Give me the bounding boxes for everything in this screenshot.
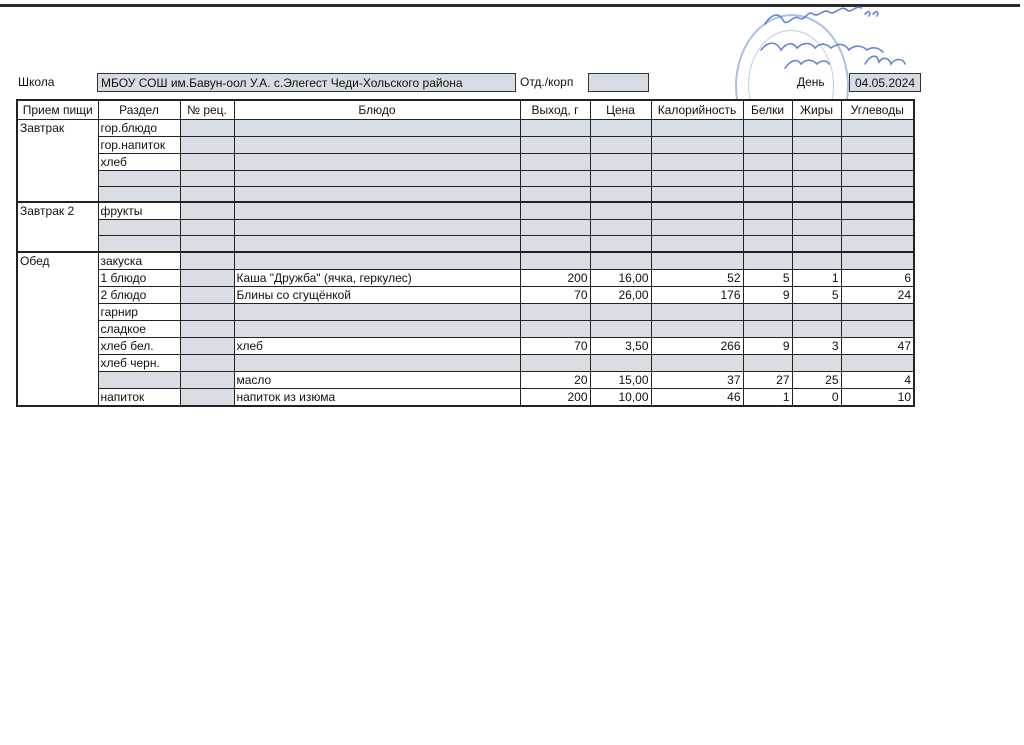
dish-cell — [234, 186, 520, 202]
protein-cell — [743, 202, 792, 220]
dish-cell — [234, 119, 520, 136]
calories-cell: 37 — [651, 371, 743, 388]
price-cell — [590, 220, 651, 236]
protein-cell: 1 — [743, 388, 792, 406]
section-cell: фрукты — [98, 202, 180, 220]
price-cell — [590, 136, 651, 153]
calories-cell — [651, 186, 743, 202]
section-cell: гор.напиток — [98, 136, 180, 153]
fat-cell — [792, 186, 841, 202]
col-header-meal: Прием пищи — [17, 100, 98, 119]
recipe-cell — [180, 136, 234, 153]
price-cell — [590, 119, 651, 136]
protein-cell: 9 — [743, 286, 792, 303]
recipe-cell — [180, 186, 234, 202]
price-cell — [590, 202, 651, 220]
table-row — [17, 354, 914, 371]
col-header-recipe: № рец. — [180, 100, 234, 119]
dish-cell — [234, 220, 520, 236]
protein-cell — [743, 320, 792, 337]
protein-cell — [743, 136, 792, 153]
section-cell: гарнир — [98, 303, 180, 320]
output-cell: 20 — [520, 371, 590, 388]
recipe-cell — [180, 303, 234, 320]
carbs-cell — [841, 236, 914, 252]
table-row — [17, 170, 914, 186]
recipe-cell — [180, 337, 234, 354]
output-cell: 200 — [520, 269, 590, 286]
section-cell: хлеб — [98, 153, 180, 170]
carbs-cell: 6 — [841, 269, 914, 286]
col-header-calories: Калорийность — [651, 100, 743, 119]
calories-cell: 266 — [651, 337, 743, 354]
carbs-cell: 10 — [841, 388, 914, 406]
section-cell — [98, 170, 180, 186]
table-row — [17, 320, 914, 337]
table-row — [17, 269, 914, 286]
section-cell: напиток — [98, 388, 180, 406]
output-cell — [520, 320, 590, 337]
col-header-carbs: Углеводы — [841, 100, 914, 119]
meal-cell: Завтрак — [17, 119, 98, 202]
dish-cell — [234, 354, 520, 371]
price-cell — [590, 303, 651, 320]
carbs-cell — [841, 354, 914, 371]
output-cell — [520, 119, 590, 136]
fat-cell: 25 — [792, 371, 841, 388]
protein-cell — [743, 252, 792, 270]
recipe-cell — [180, 202, 234, 220]
dish-cell: хлеб — [234, 337, 520, 354]
col-header-fat: Жиры — [792, 100, 841, 119]
recipe-cell — [180, 252, 234, 270]
carbs-cell — [841, 320, 914, 337]
recipe-cell — [180, 388, 234, 406]
calories-cell — [651, 170, 743, 186]
calories-cell — [651, 236, 743, 252]
price-cell — [590, 186, 651, 202]
fat-cell — [792, 136, 841, 153]
menu-table — [16, 99, 915, 407]
price-cell — [590, 354, 651, 371]
protein-cell: 9 — [743, 337, 792, 354]
section-cell: хлеб бел. — [98, 337, 180, 354]
protein-cell: 5 — [743, 269, 792, 286]
output-cell — [520, 136, 590, 153]
output-cell — [520, 236, 590, 252]
handwritten-approval-signature — [745, 2, 955, 72]
calories-cell — [651, 303, 743, 320]
section-cell: закуска — [98, 252, 180, 270]
price-cell — [590, 236, 651, 252]
calories-cell — [651, 220, 743, 236]
carbs-cell — [841, 252, 914, 270]
section-cell — [98, 371, 180, 388]
calories-cell — [651, 354, 743, 371]
col-header-dish: Блюдо — [234, 100, 520, 119]
fat-cell — [792, 153, 841, 170]
recipe-cell — [180, 236, 234, 252]
price-cell — [590, 170, 651, 186]
carbs-cell — [841, 119, 914, 136]
table-row — [17, 136, 914, 153]
protein-cell — [743, 153, 792, 170]
output-cell: 70 — [520, 337, 590, 354]
section-cell: 2 блюдо — [98, 286, 180, 303]
recipe-cell — [180, 220, 234, 236]
day-label: День — [797, 75, 825, 89]
fat-cell: 1 — [792, 269, 841, 286]
calories-cell — [651, 202, 743, 220]
table-row — [17, 119, 914, 136]
school-label: Школа — [18, 75, 55, 89]
fat-cell — [792, 354, 841, 371]
table-row — [17, 303, 914, 320]
table-row — [17, 220, 914, 236]
protein-cell — [743, 354, 792, 371]
output-cell — [520, 186, 590, 202]
date-field: 04.05.2024 — [849, 73, 921, 92]
calories-cell — [651, 153, 743, 170]
calories-cell — [651, 136, 743, 153]
fat-cell — [792, 303, 841, 320]
dish-cell: масло — [234, 371, 520, 388]
recipe-cell — [180, 269, 234, 286]
dish-cell — [234, 170, 520, 186]
output-cell — [520, 303, 590, 320]
carbs-cell: 47 — [841, 337, 914, 354]
fat-cell — [792, 119, 841, 136]
protein-cell — [743, 303, 792, 320]
recipe-cell — [180, 286, 234, 303]
fat-cell — [792, 252, 841, 270]
carbs-cell — [841, 303, 914, 320]
recipe-cell — [180, 320, 234, 337]
table-row — [17, 286, 914, 303]
carbs-cell — [841, 153, 914, 170]
section-cell — [98, 236, 180, 252]
output-cell — [520, 153, 590, 170]
calories-cell: 176 — [651, 286, 743, 303]
dish-cell — [234, 153, 520, 170]
output-cell — [520, 170, 590, 186]
dish-cell: Блины со сгущёнкой — [234, 286, 520, 303]
recipe-cell — [180, 371, 234, 388]
carbs-cell — [841, 186, 914, 202]
table-row — [17, 236, 914, 252]
meal-cell: Завтрак 2 — [17, 202, 98, 252]
section-cell — [98, 186, 180, 202]
table-row — [17, 371, 914, 388]
protein-cell — [743, 236, 792, 252]
calories-cell — [651, 252, 743, 270]
school-name-field: МБОУ СОШ им.Бавун-оол У.А. с.Элегест Чеди-Хольского района — [97, 73, 516, 92]
carbs-cell: 24 — [841, 286, 914, 303]
output-cell: 70 — [520, 286, 590, 303]
fat-cell: 5 — [792, 286, 841, 303]
price-cell: 10,00 — [590, 388, 651, 406]
protein-cell — [743, 186, 792, 202]
section-cell: 1 блюдо — [98, 269, 180, 286]
carbs-cell — [841, 170, 914, 186]
calories-cell: 52 — [651, 269, 743, 286]
section-cell: гор.блюдо — [98, 119, 180, 136]
col-header-protein: Белки — [743, 100, 792, 119]
table-row — [17, 153, 914, 170]
dish-cell — [234, 252, 520, 270]
price-cell — [590, 252, 651, 270]
section-cell: сладкое — [98, 320, 180, 337]
table-row — [17, 388, 914, 406]
price-cell — [590, 320, 651, 337]
table-row — [17, 202, 914, 220]
fat-cell — [792, 236, 841, 252]
price-cell: 15,00 — [590, 371, 651, 388]
col-header-price: Цена — [590, 100, 651, 119]
dish-cell: Каша "Дружба" (ячка, геркулес) — [234, 269, 520, 286]
recipe-cell — [180, 354, 234, 371]
dish-cell — [234, 236, 520, 252]
output-cell — [520, 252, 590, 270]
dish-cell: напиток из изюма — [234, 388, 520, 406]
dept-label: Отд./корп — [520, 75, 574, 89]
carbs-cell — [841, 202, 914, 220]
price-cell: 16,00 — [590, 269, 651, 286]
table-row — [17, 186, 914, 202]
output-cell: 200 — [520, 388, 590, 406]
table-header-row — [17, 100, 914, 119]
section-cell — [98, 220, 180, 236]
dish-cell — [234, 136, 520, 153]
table-row — [17, 337, 914, 354]
calories-cell — [651, 320, 743, 337]
output-cell — [520, 354, 590, 371]
carbs-cell: 4 — [841, 371, 914, 388]
meal-cell: Обед — [17, 252, 98, 406]
dept-field — [588, 73, 649, 92]
dish-cell — [234, 303, 520, 320]
calories-cell: 46 — [651, 388, 743, 406]
fat-cell: 0 — [792, 388, 841, 406]
price-cell — [590, 153, 651, 170]
protein-cell — [743, 170, 792, 186]
recipe-cell — [180, 153, 234, 170]
price-cell: 26,00 — [590, 286, 651, 303]
fat-cell — [792, 320, 841, 337]
section-cell: хлеб черн. — [98, 354, 180, 371]
output-cell — [520, 202, 590, 220]
fat-cell — [792, 202, 841, 220]
calories-cell — [651, 119, 743, 136]
carbs-cell — [841, 136, 914, 153]
carbs-cell — [841, 220, 914, 236]
price-cell: 3,50 — [590, 337, 651, 354]
output-cell — [520, 220, 590, 236]
col-header-section: Раздел — [98, 100, 180, 119]
dish-cell — [234, 202, 520, 220]
dish-cell — [234, 320, 520, 337]
protein-cell: 27 — [743, 371, 792, 388]
fat-cell — [792, 220, 841, 236]
recipe-cell — [180, 170, 234, 186]
fat-cell: 3 — [792, 337, 841, 354]
recipe-cell — [180, 119, 234, 136]
fat-cell — [792, 170, 841, 186]
col-header-output: Выход, г — [520, 100, 590, 119]
protein-cell — [743, 119, 792, 136]
table-row — [17, 252, 914, 270]
protein-cell — [743, 220, 792, 236]
